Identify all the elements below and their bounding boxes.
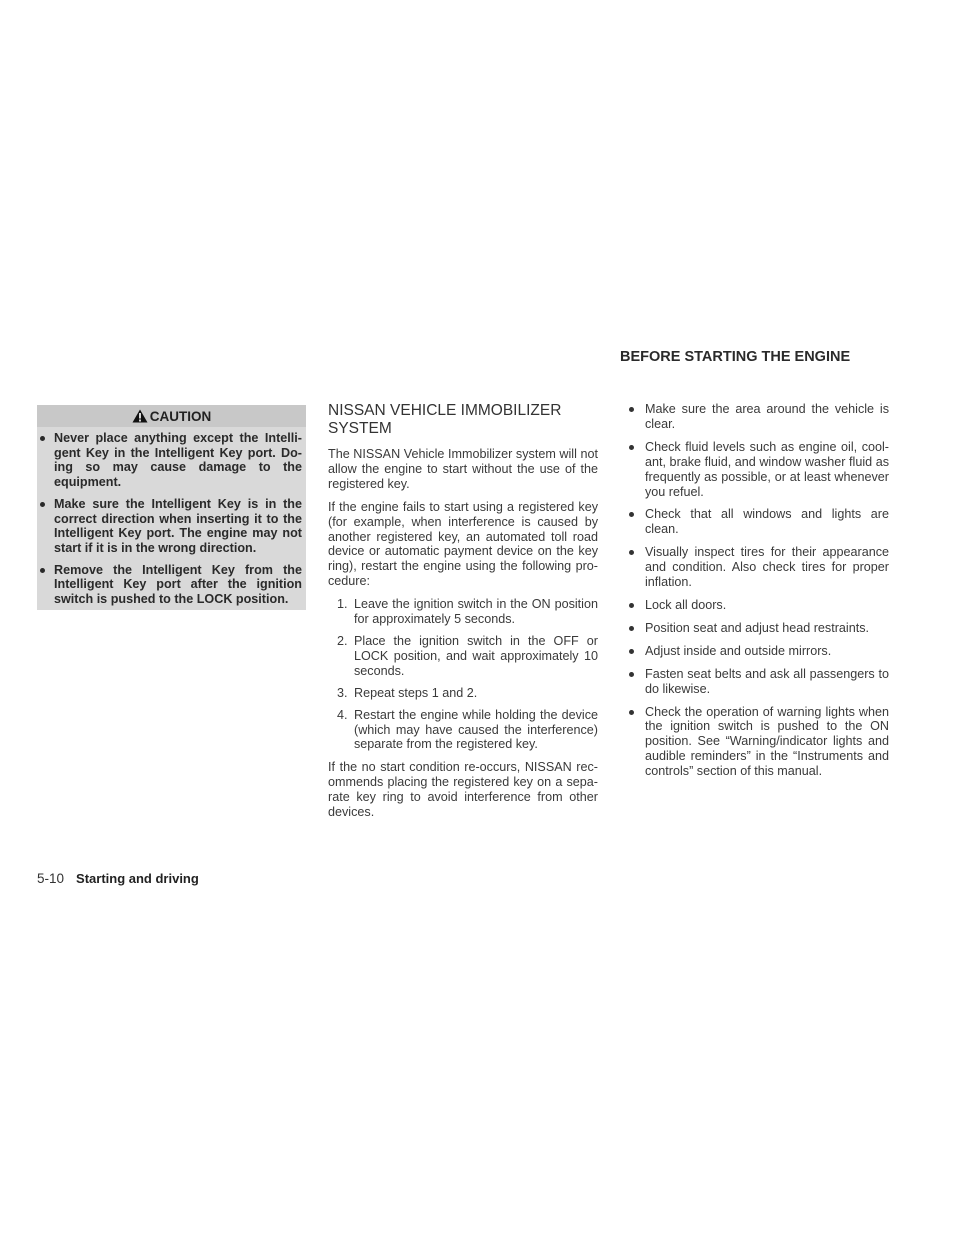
checklist — [627, 402, 889, 779]
immobilizer-section — [328, 402, 598, 828]
checklist-item: Position seat and adjust head restraints. — [627, 621, 889, 636]
bullet-icon — [629, 603, 634, 608]
page-footer — [37, 871, 199, 886]
step-item: 2. Place the ignition switch in the OFF or LOCK position, and wait approximately 10 seconds. — [337, 633, 598, 678]
checklist-item: Adjust inside and outside mirrors. — [627, 644, 889, 659]
section-heading: BEFORE STARTING THE ENGINE — [620, 349, 851, 365]
step-item: 4. Restart the engine while holding the device (which may have caused the interference) separate from the registered key. — [337, 707, 598, 752]
bullet-icon — [629, 710, 634, 715]
checklist-item: Fasten seat belts and ask all passengers to do likewise. — [627, 667, 889, 697]
caution-item: Never place anything except the Intelli-gent Key in the Intelligent Key port. Do-ing so may cause damage to the equipment. — [37, 431, 302, 490]
caution-list — [37, 427, 306, 607]
bullet-icon — [629, 550, 634, 555]
paragraph: The NISSAN Vehicle Immobilizer system will not allow the engine to start without the use of the registered key. — [328, 447, 598, 491]
caution-header — [37, 405, 306, 427]
procedure-steps — [328, 597, 598, 752]
caution-title: CAUTION — [149, 408, 212, 424]
before-starting-section — [627, 402, 889, 787]
bullet-icon — [40, 568, 45, 573]
bullet-icon — [629, 407, 634, 412]
bullet-icon — [629, 626, 634, 631]
paragraph: If the engine fails to start using a registered key (for example, when interference is caused by another registered key, an automated toll road device or automatic payment device on the key ring), restart the engine using the following pro-cedure: — [328, 499, 598, 589]
step-item: 1. Leave the ignition switch in the ON position for approximately 5 seconds. — [337, 597, 598, 627]
checklist-item: Visually inspect tires for their appearance and condition. Also check tires for proper inflation. — [627, 545, 889, 590]
bullet-icon — [629, 649, 634, 654]
checklist-item: Check the operation of warning lights when the ignition switch is pushed to the ON position. See “Warning/indicator lights and audible reminders” in the “Instruments and controls” section of this manual. — [627, 705, 889, 780]
checklist-item: Make sure the area around the vehicle is clear. — [627, 402, 889, 432]
step-item: 3. Repeat steps 1 and 2. — [337, 685, 478, 700]
caution-box — [37, 405, 306, 610]
caution-item: Remove the Intelligent Key from the Intelligent Key port after the ignition switch is pushed to the LOCK position. — [37, 563, 302, 607]
paragraph: If the no start condition re-occurs, NISSAN rec-ommends placing the registered key on a sepa-rate key ring to avoid interference from other devices. — [328, 760, 598, 820]
bullet-icon — [629, 672, 634, 677]
caution-item: Make sure the Intelligent Key is in the correct direction when inserting it to the Intelligent Key port. The engine may not start if it is in the wrong direction. — [37, 497, 302, 556]
bullet-icon — [629, 512, 634, 517]
warning-triangle-icon — [132, 409, 148, 423]
bullet-icon — [629, 445, 634, 450]
section-name: Starting and driving — [76, 871, 199, 886]
section-heading: NISSAN VEHICLE IMMOBILIZER SYSTEM — [328, 402, 562, 437]
bullet-icon — [40, 436, 45, 441]
bullet-icon — [40, 502, 45, 507]
checklist-item: Check fluid levels such as engine oil, cool-ant, brake fluid, and window washer fluid as frequently as possible, or at least whenever you refuel. — [627, 440, 889, 500]
checklist-item: Lock all doors. — [627, 598, 889, 613]
page-number: 5-10 — [37, 871, 65, 886]
checklist-item: Check that all windows and lights are clean. — [627, 507, 889, 537]
